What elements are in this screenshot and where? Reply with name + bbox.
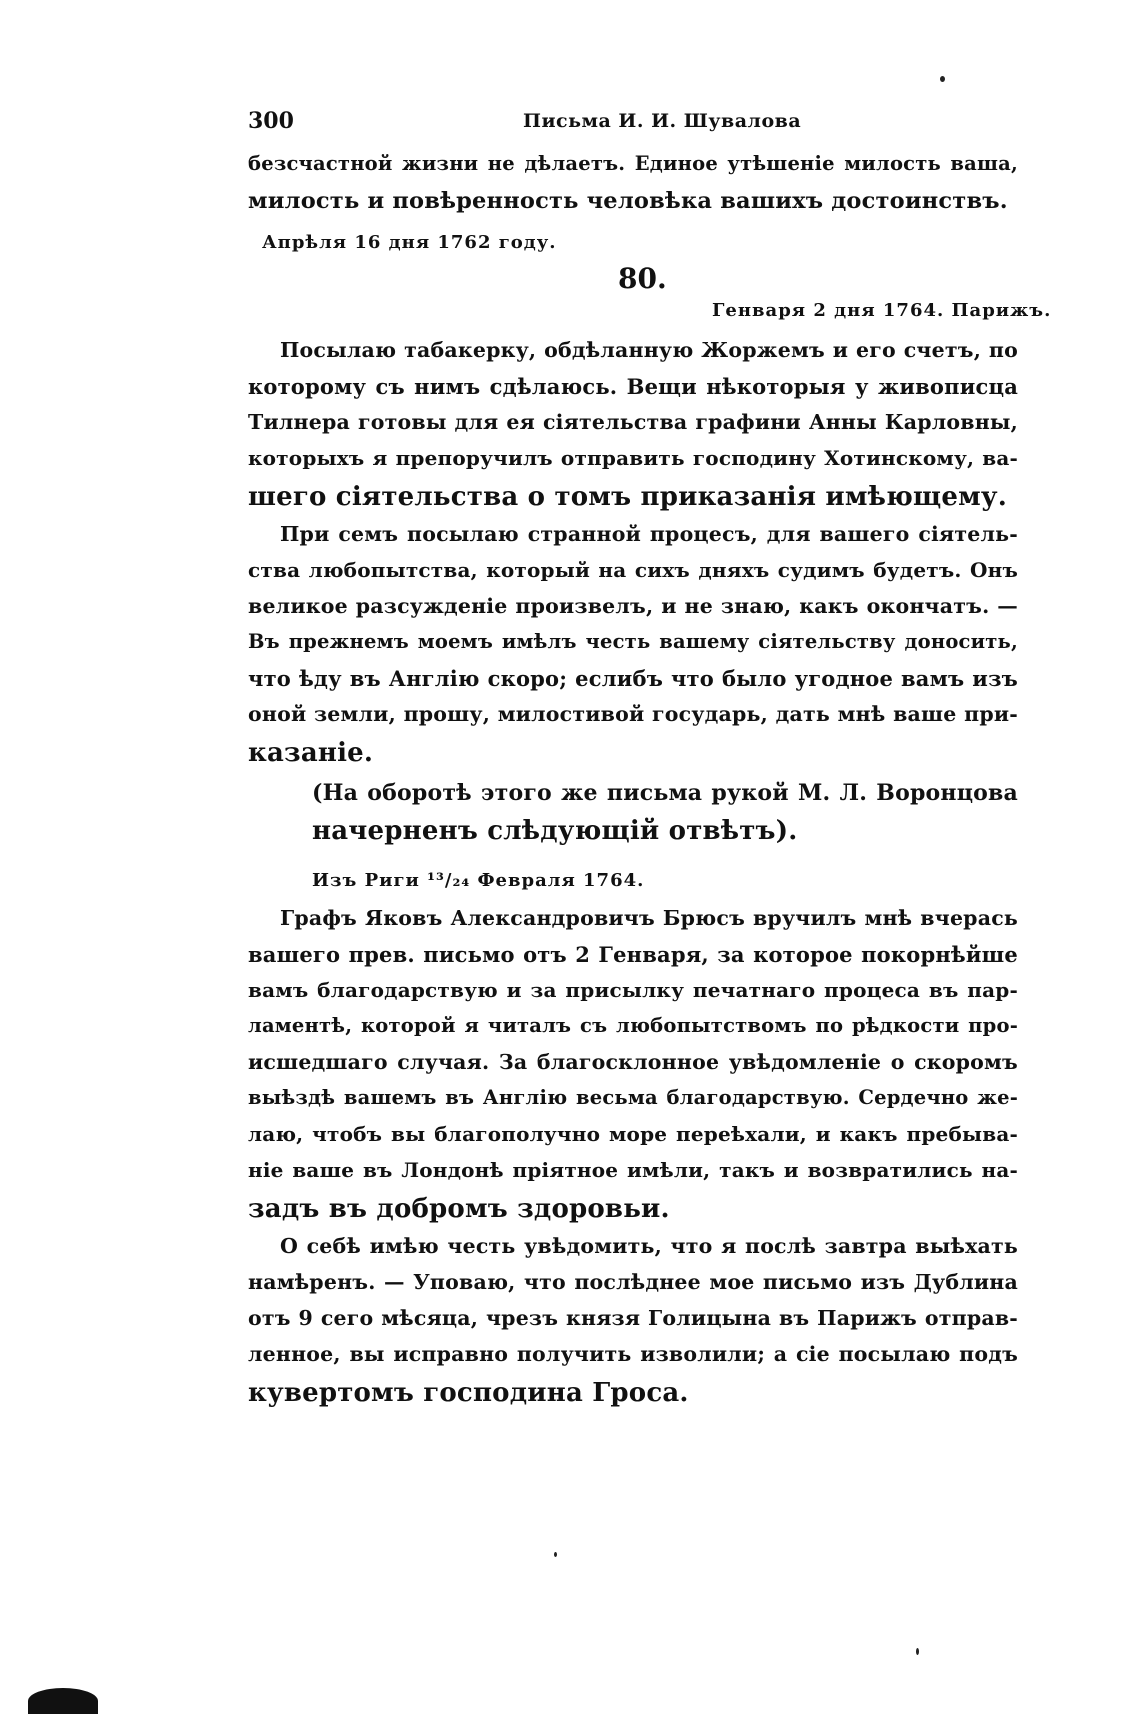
text-line: которыхъ я препоручилъ отправить господину Хотинскому, ва- [248, 446, 1018, 470]
text-line: ства любопытства, который на сихъ дняхъ судимъ будетъ. Онъ [248, 558, 1018, 582]
text-line: великое разсужденіе произвелъ, и не знаю, какъ окончатъ. — [248, 594, 1018, 618]
text-line: милость и повѣренность человѣка вашихъ достоинствъ. [248, 188, 1008, 214]
letter-number: 80. [618, 262, 667, 295]
text-line: вамъ благодарствую и за присылку печатнаго процеса въ пар- [248, 978, 1018, 1002]
text-line: ламентѣ, которой я читалъ съ любопытствомъ по рѣдкости про- [248, 1014, 1018, 1037]
text-line: Посылаю табакерку, обдѣланную Жоржемъ и его счетъ, по [280, 338, 1018, 362]
text-line: казаніе. [248, 738, 374, 768]
text-line: Въ прежнемъ моемъ имѣлъ честь вашему сіятельству доносить, [248, 630, 1018, 653]
text-line: Графъ Яковъ Александровичъ Брюсъ вручилъ мнѣ вчерась [280, 906, 1018, 930]
text-line: что ѣду въ Англію скоро; еслибъ что было угодное вамъ изъ [248, 666, 1018, 691]
text-line: которому съ нимъ сдѣлаюсь. Вещи нѣкоторыя у живописца [248, 374, 1018, 399]
scan-speck [916, 1648, 919, 1655]
editor-note-line: (На оборотѣ этого же письма рукой М. Л. Воронцова [312, 780, 1018, 806]
text-line: безсчастной жизни не дѣлаетъ. Единое утѣшеніе милость ваша, [248, 152, 1018, 175]
text-line: оной земли, прошу, милостивой государь, дать мнѣ ваше при- [248, 702, 1018, 726]
running-title: Письма И. И. Шувалова [523, 110, 802, 132]
text-line: При семъ посылаю странной процесъ, для вашего сіятель- [280, 522, 1018, 546]
text-line: ніе ваше въ Лондонѣ пріятное имѣли, такъ и возвратились на- [248, 1158, 1018, 1182]
text-line: намѣренъ. — Уповаю, что послѣднее мое письмо изъ Дублина [248, 1270, 1018, 1294]
text-line: задъ въ добромъ здоровьи. [248, 1194, 670, 1224]
text-line: кувертомъ господина Гроса. [248, 1378, 689, 1408]
page-header [248, 108, 1018, 138]
letter-dateline: Генваря 2 дня 1764. Парижъ. [712, 300, 1052, 321]
scan-speck [940, 76, 945, 82]
text-line: вашего прев. письмо отъ 2 Генваря, за которое покорнѣйше [248, 942, 1018, 967]
text-line: выѣздѣ вашемъ въ Англію весьма благодарствую. Сердечно же- [248, 1086, 1018, 1109]
scan-corner-mark [28, 1688, 98, 1714]
text-line: О себѣ имѣю честь увѣдомить, что я послѣ завтра выѣхать [280, 1234, 1018, 1258]
text-line: Тилнера готовы для ея сіятельства графини Анны Карловны, [248, 410, 1018, 434]
text-line: шего сіятельства о томъ приказанія имѣющему. [248, 482, 1007, 512]
text-line: исшедшаго случая. За благосклонное увѣдомленіе о скоромъ [248, 1050, 1018, 1074]
text-line: ленное, вы исправно получить изволили; а сіе посылаю подъ [248, 1342, 1018, 1366]
prev-letter-dateline: Апрѣля 16 дня 1762 году. [262, 232, 557, 253]
text-line: лаю, чтобъ вы благополучно море переѣхали, и какъ пребыва- [248, 1122, 1018, 1146]
editor-note-line: начерненъ слѣдующій отвѣтъ). [312, 816, 798, 846]
scan-speck [554, 1552, 557, 1557]
text-line: отъ 9 сего мѣсяца, чрезъ князя Голицына въ Парижъ отправ- [248, 1306, 1018, 1330]
reply-dateline: Изъ Риги ¹³/₂₄ Февраля 1764. [312, 870, 645, 891]
page-number: 300 [248, 108, 294, 134]
